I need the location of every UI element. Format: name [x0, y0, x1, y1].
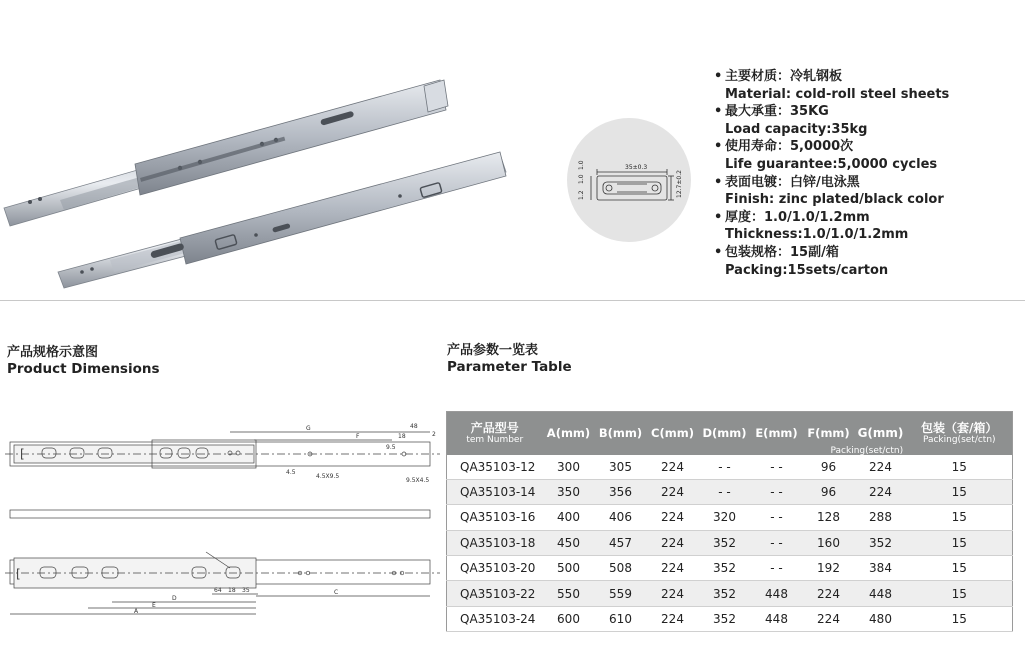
table-row	[447, 455, 1013, 480]
table-row	[447, 505, 1013, 530]
dim-e: E	[152, 602, 156, 609]
product-photo	[0, 60, 540, 295]
model-cell: QA35103-14	[460, 485, 536, 500]
value-cell: 300	[557, 459, 580, 474]
value-cell: - -	[718, 459, 731, 474]
section-divider	[0, 300, 1025, 301]
value-cell: - -	[770, 485, 783, 500]
value-cell: 224	[661, 586, 684, 601]
table-row	[447, 556, 1013, 581]
dim-48: 48	[410, 423, 418, 430]
dim-9-5: 9.5	[386, 444, 396, 451]
value-cell: 96	[820, 485, 837, 500]
col-model-en: tem Number	[466, 434, 524, 445]
dim-2: 2	[432, 431, 436, 438]
dim-c: C	[334, 589, 339, 596]
cross-section-drawing	[567, 118, 691, 242]
dim-g: G	[306, 425, 311, 432]
model-cell: QA35103-16	[460, 510, 536, 525]
value-cell: 15	[951, 561, 967, 576]
value-cell: 224	[661, 459, 684, 474]
dim-f: F	[356, 433, 360, 440]
table-row	[447, 479, 1013, 504]
value-cell: 224	[661, 612, 684, 627]
value-cell: 550	[557, 586, 580, 601]
value-cell: 224	[817, 586, 840, 601]
value-cell: 192	[817, 561, 840, 576]
col-model-cn: 产品型号	[470, 420, 519, 435]
table-body	[447, 455, 1013, 632]
col-g	[830, 412, 907, 456]
svg-text:[: [	[16, 567, 21, 581]
dim-18b: 18	[228, 587, 236, 594]
spec-material-en: Material: cold-roll steel sheets	[725, 86, 950, 102]
value-cell: 352	[713, 561, 736, 576]
spec-finish-cn: • 表面电镀：白锌/电泳黑	[712, 174, 1012, 192]
model-cell: QA35103-24	[460, 612, 536, 627]
rail-lower	[58, 152, 506, 288]
model-cell: QA35103-12	[460, 459, 536, 474]
spec-material-cn: • 主要材质：冷轧钢板	[712, 68, 1012, 86]
value-cell: 448	[765, 612, 788, 627]
svg-text:[: [	[20, 447, 25, 461]
value-cell: 559	[609, 586, 632, 601]
col-packing	[907, 412, 1013, 455]
value-cell: 15	[951, 510, 967, 525]
col-e: E(mm)	[755, 426, 798, 441]
table-row	[447, 606, 1013, 631]
value-cell: 15	[951, 459, 967, 474]
dim-18: 18	[398, 433, 406, 440]
cs-left-label-3: 1.0	[578, 160, 585, 170]
model-cell: QA35103-18	[460, 535, 536, 550]
cs-left-label-2: 1.0	[578, 174, 585, 184]
spec-finish-en: Finish: zinc plated/black color	[725, 192, 944, 208]
value-cell: 352	[713, 535, 736, 550]
cs-left-label-1: 1.2	[578, 190, 585, 200]
table-title-en: Parameter Table	[447, 359, 572, 375]
value-cell: 305	[609, 459, 632, 474]
col-a: A(mm)	[546, 426, 591, 441]
value-cell: 15	[951, 586, 967, 601]
dim-d: D	[172, 595, 177, 602]
value-cell: 224	[661, 561, 684, 576]
value-cell: 96	[820, 459, 837, 474]
col-g-sub: Packing(set/ctn)	[830, 445, 904, 456]
value-cell: 500	[557, 561, 580, 576]
spec-load-cn: • 最大承重：35KG	[712, 103, 1012, 121]
value-cell: - -	[770, 510, 783, 525]
value-cell: 448	[869, 586, 892, 601]
dimensions-title-en: Product Dimensions	[7, 361, 160, 377]
value-cell: 480	[869, 612, 892, 627]
cs-height-label: 12.7±0.2	[676, 170, 683, 198]
value-cell: 384	[869, 561, 892, 576]
spec-life-cn: • 使用寿命：5,0000次	[712, 138, 1012, 156]
value-cell: 160	[817, 535, 840, 550]
spec-thickness-en: Thickness:1.0/1.0/1.2mm	[725, 227, 909, 243]
value-cell: 15	[951, 535, 967, 550]
value-cell: 352	[713, 612, 736, 627]
cs-width-label: 35±0.3	[625, 164, 648, 171]
spec-thickness-cn: • 厚度：1.0/1.0/1.2mm	[712, 209, 1012, 227]
value-cell: 224	[661, 535, 684, 550]
col-model	[447, 412, 543, 455]
spec-packing-en: Packing:15sets/carton	[725, 262, 889, 278]
spec-life-en: Life guarantee:5,0000 cycles	[725, 156, 938, 172]
col-packing-cn: 包装（套/箱）	[921, 420, 998, 435]
dim-35: 35	[242, 587, 250, 594]
value-cell: 224	[661, 510, 684, 525]
value-cell: 320	[713, 510, 736, 525]
table-header-row	[447, 412, 1013, 455]
dim-4-5: 4.5	[286, 469, 296, 476]
value-cell: - -	[718, 485, 731, 500]
dimension-drawing	[0, 418, 445, 618]
dim-slot-b: 9.5X4.5	[406, 477, 430, 484]
table-row	[447, 581, 1013, 606]
spec-list	[712, 68, 1012, 279]
model-cell: QA35103-20	[460, 561, 536, 576]
spec-load-en: Load capacity:35kg	[725, 121, 868, 137]
value-cell: 224	[869, 459, 892, 474]
dim-64: 64	[214, 587, 222, 594]
value-cell: - -	[770, 561, 783, 576]
value-cell: 224	[869, 485, 892, 500]
value-cell: 400	[557, 510, 580, 525]
value-cell: 15	[951, 612, 967, 627]
value-cell: - -	[770, 535, 783, 550]
spec-packing-cn: • 包装规格：15副/箱	[712, 244, 1012, 262]
value-cell: 508	[609, 561, 632, 576]
col-c: C(mm)	[651, 426, 694, 441]
col-g-label: G(mm)	[857, 426, 904, 441]
model-cell: QA35103-22	[460, 586, 536, 601]
value-cell: 352	[869, 535, 892, 550]
value-cell: 406	[609, 510, 632, 525]
value-cell: 352	[713, 586, 736, 601]
value-cell: 450	[557, 535, 580, 550]
value-cell: 600	[557, 612, 580, 627]
table-row	[447, 530, 1013, 555]
table-heading	[447, 343, 572, 376]
col-d: D(mm)	[702, 426, 747, 441]
value-cell: 356	[609, 485, 632, 500]
value-cell: - -	[770, 459, 783, 474]
dimensions-title-cn: 产品规格示意图	[7, 345, 99, 360]
col-packing-en: Packing(set/ctn)	[922, 434, 996, 445]
value-cell: 15	[951, 485, 967, 500]
dimensions-heading	[7, 345, 160, 378]
value-cell: 288	[869, 510, 892, 525]
parameter-table	[446, 411, 1013, 632]
value-cell: 224	[661, 485, 684, 500]
col-f: F(mm)	[807, 426, 850, 441]
dim-a: A	[134, 608, 139, 615]
value-cell: 457	[609, 535, 632, 550]
value-cell: 128	[817, 510, 840, 525]
value-cell: 224	[817, 612, 840, 627]
value-cell: 350	[557, 485, 580, 500]
value-cell: 448	[765, 586, 788, 601]
dim-slot-a: 4.5X9.5	[316, 473, 340, 480]
table-title-cn: 产品参数一览表	[447, 343, 539, 358]
col-b: B(mm)	[598, 426, 643, 441]
value-cell: 610	[609, 612, 632, 627]
